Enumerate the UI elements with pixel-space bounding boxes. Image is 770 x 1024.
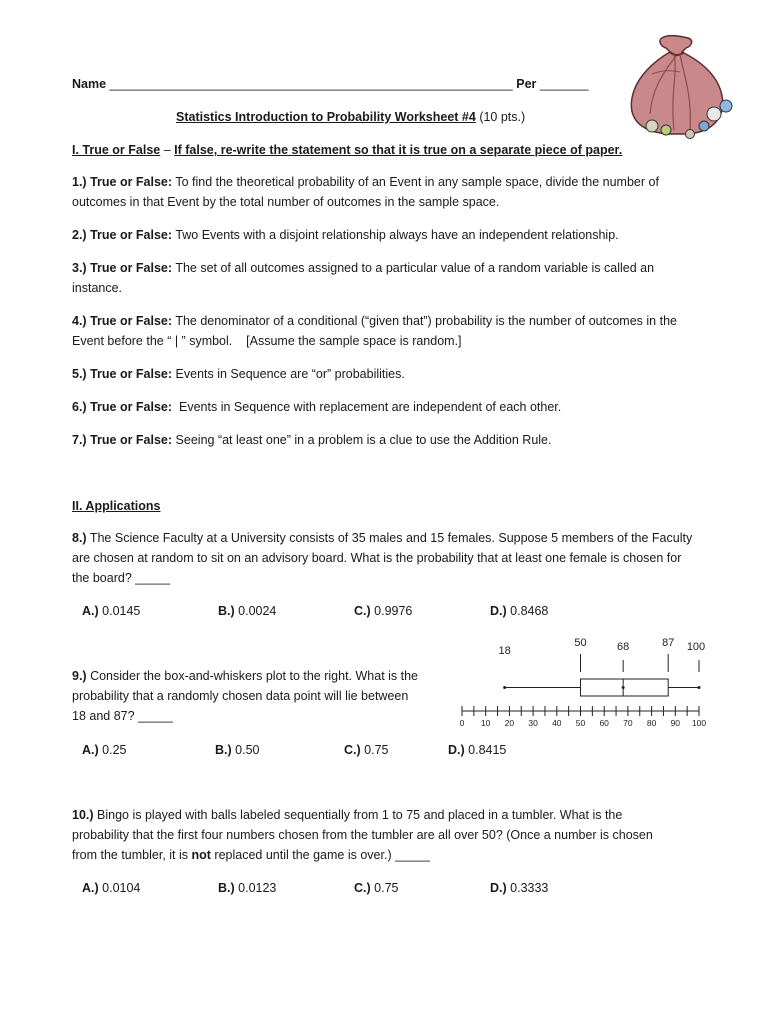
question-text: Consider the box-and-whiskers plot to the right. What is the (90, 669, 419, 683)
q9-choice-d[interactable]: D.) 0.8415 (448, 743, 507, 757)
tf-item-2 (72, 225, 619, 245)
value-label: 68 (617, 641, 630, 653)
q9-choice-c[interactable]: C.) 0.75 (344, 743, 389, 757)
per-blank[interactable]: _______ (539, 77, 589, 91)
tf-label[interactable]: True or False: (90, 261, 173, 275)
tf-item-5 (72, 364, 405, 384)
item-number: 5.) (72, 367, 87, 381)
question-number: 8.) (72, 531, 87, 545)
question-text: 18 and 87? _____ (72, 709, 173, 723)
item-text: Event before the “ | ” symbol. [Assume the sample space is random.] (72, 334, 462, 348)
section1-title: I. True or False (72, 143, 161, 157)
tick-label: 20 (504, 718, 515, 728)
tf-item-3 (72, 258, 654, 298)
marble-icon (646, 120, 658, 132)
q8-choice-b[interactable]: B.) 0.0024 (218, 604, 277, 618)
tf-label[interactable]: True or False: (90, 228, 173, 242)
tick-label: 60 (599, 718, 609, 728)
item-text: Seeing “at least one” in a problem is a clue to use the Addition Rule. (175, 433, 552, 447)
item-text: outcomes in that Event by the total number of outcomes in the sample space. (72, 195, 500, 209)
money-bag-icon (622, 34, 736, 144)
value-label: 50 (574, 637, 587, 649)
item-number: 6.) (72, 400, 87, 414)
heading-dash: – (163, 143, 171, 157)
title-main: Statistics Introduction to Probability Worksheet #4 (176, 110, 476, 124)
tick-label: 70 (623, 718, 633, 728)
tf-label[interactable]: True or False: (90, 367, 173, 381)
section1-instruction: If false, re-write the statement so that it is true on a separate piece of paper. (174, 143, 623, 157)
item-text: Two Events with a disjoint relationship always have an independent relationship. (175, 228, 619, 242)
question-number: 10.) (72, 808, 94, 822)
min-point (503, 686, 506, 689)
q8-choice-a[interactable]: A.) 0.0145 (82, 604, 141, 618)
tick-label: 40 (552, 718, 562, 728)
tf-item-7 (72, 430, 551, 450)
question-text: probability that the first four numbers chosen from the tumbler are all over 50? (Once a number is chosen (72, 828, 653, 842)
tick-label: 80 (646, 718, 657, 728)
item-text: Events in Sequence with replacement are independent of each other. (175, 400, 562, 414)
question-9 (72, 666, 418, 726)
tick-label: 10 (480, 718, 491, 728)
section1-heading (72, 140, 622, 160)
q9-choice-a[interactable]: A.) 0.25 (82, 743, 127, 757)
q10-choice-b[interactable]: B.) 0.0123 (218, 881, 277, 895)
question-text: replaced until the game is over.) _____ (214, 848, 430, 862)
value-label: 100 (686, 641, 706, 653)
question-text: The Science Faculty at a University consists of 35 males and 15 females. Suppose 5 members of the Faculty (89, 531, 693, 545)
q10-choice-d[interactable]: D.) 0.3333 (490, 881, 549, 895)
item-text: The denominator of a conditional (“given that”) probability is the number of outcomes in the (175, 314, 677, 328)
marble-icon (720, 100, 732, 112)
tick-label: 50 (575, 718, 586, 728)
question-text: probability that a randomly chosen data point will lie between (72, 689, 409, 703)
question-number: 9.) (72, 669, 87, 683)
question-8 (72, 528, 692, 588)
per-label: Per (516, 77, 537, 91)
marble-icon (661, 125, 671, 135)
section2-heading (72, 496, 160, 516)
item-number: 1.) (72, 175, 87, 189)
tf-item-4 (72, 311, 677, 351)
q8-choice-d[interactable]: D.) 0.8468 (490, 604, 549, 618)
tf-label[interactable]: True or False: (90, 433, 173, 447)
item-number: 3.) (72, 261, 87, 275)
question-text: from the tumbler, it is (72, 848, 189, 862)
tick-label: 90 (670, 718, 681, 728)
tick-label: 100 (691, 718, 707, 728)
question-10 (72, 805, 653, 865)
emphasis-not: not (191, 848, 211, 862)
question-text: Bingo is played with balls labeled sequentially from 1 to 75 and placed in a tumbler. What is the (97, 808, 623, 822)
tf-label[interactable]: True or False: (90, 400, 173, 414)
tick-label: 30 (528, 718, 538, 728)
name-blank[interactable]: __________________________________________________________ (109, 77, 513, 91)
name-label: Name (72, 77, 107, 91)
value-label: 87 (662, 637, 675, 649)
item-number: 2.) (72, 228, 87, 242)
box-plot-chart (450, 628, 720, 734)
q9-choice-b[interactable]: B.) 0.50 (215, 743, 260, 757)
item-number: 7.) (72, 433, 87, 447)
q10-choice-a[interactable]: A.) 0.0104 (82, 881, 141, 895)
value-label: 18 (498, 645, 511, 657)
item-text: instance. (72, 281, 123, 295)
title-points: (10 pts.) (479, 110, 526, 124)
item-number: 4.) (72, 314, 87, 328)
tf-item-6 (72, 397, 561, 417)
marble-icon (707, 107, 721, 121)
marble-icon (699, 121, 709, 131)
item-text: Events in Sequence are “or” probabilities. (175, 367, 405, 381)
question-text: are chosen at random to sit on an advisory board. What is the probability that at least one female is chosen for (72, 551, 682, 565)
tf-label[interactable]: True or False: (90, 175, 173, 189)
page-title (176, 107, 525, 127)
item-text: To find the theoretical probability of an Event in any sample space, divide the number of (175, 175, 659, 189)
tf-item-1 (72, 172, 659, 212)
tf-label[interactable]: True or False: (90, 314, 173, 328)
median-point (622, 686, 625, 689)
item-text: The set of all outcomes assigned to a particular value of a random variable is called an (175, 261, 655, 275)
question-text: the board? _____ (72, 571, 171, 585)
max-point (698, 686, 701, 689)
marble-icon (686, 130, 695, 139)
section2-title: II. Applications (72, 499, 161, 513)
q10-choice-c[interactable]: C.) 0.75 (354, 881, 399, 895)
q8-choice-c[interactable]: C.) 0.9976 (354, 604, 413, 618)
tick-label: 0 (459, 718, 465, 728)
name-line (72, 74, 589, 94)
